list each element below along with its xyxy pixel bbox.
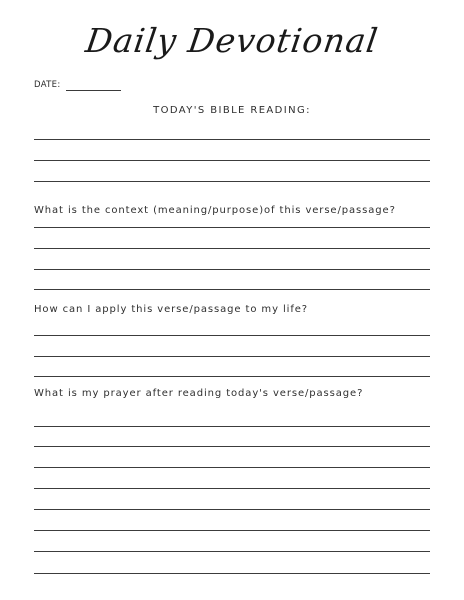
writing-line bbox=[34, 289, 430, 290]
writing-line bbox=[34, 269, 430, 270]
writing-line bbox=[34, 139, 430, 140]
apply-question: How can I apply this verse/passage to my life? bbox=[34, 304, 308, 315]
writing-line bbox=[34, 376, 430, 377]
date-label: DATE: bbox=[34, 80, 61, 90]
writing-line bbox=[34, 227, 430, 228]
writing-line bbox=[34, 509, 430, 510]
writing-line bbox=[34, 467, 430, 468]
page-title: Daily Devotional bbox=[83, 21, 381, 60]
date-blank-line bbox=[66, 80, 121, 91]
context-question: What is the context (meaning/purpose)of this verse/passage? bbox=[34, 205, 396, 216]
writing-line bbox=[34, 551, 430, 552]
writing-line bbox=[34, 488, 430, 489]
bible-reading-heading: TODAY'S BIBLE READING: bbox=[153, 105, 311, 116]
writing-line bbox=[34, 160, 430, 161]
writing-line bbox=[34, 335, 430, 336]
writing-line bbox=[34, 248, 430, 249]
prayer-question: What is my prayer after reading today's verse/passage? bbox=[34, 388, 364, 399]
writing-line bbox=[34, 356, 430, 357]
writing-line bbox=[34, 530, 430, 531]
date-row bbox=[34, 77, 121, 91]
writing-line bbox=[34, 573, 430, 574]
writing-line bbox=[34, 446, 430, 447]
writing-line bbox=[34, 426, 430, 427]
writing-line bbox=[34, 181, 430, 182]
